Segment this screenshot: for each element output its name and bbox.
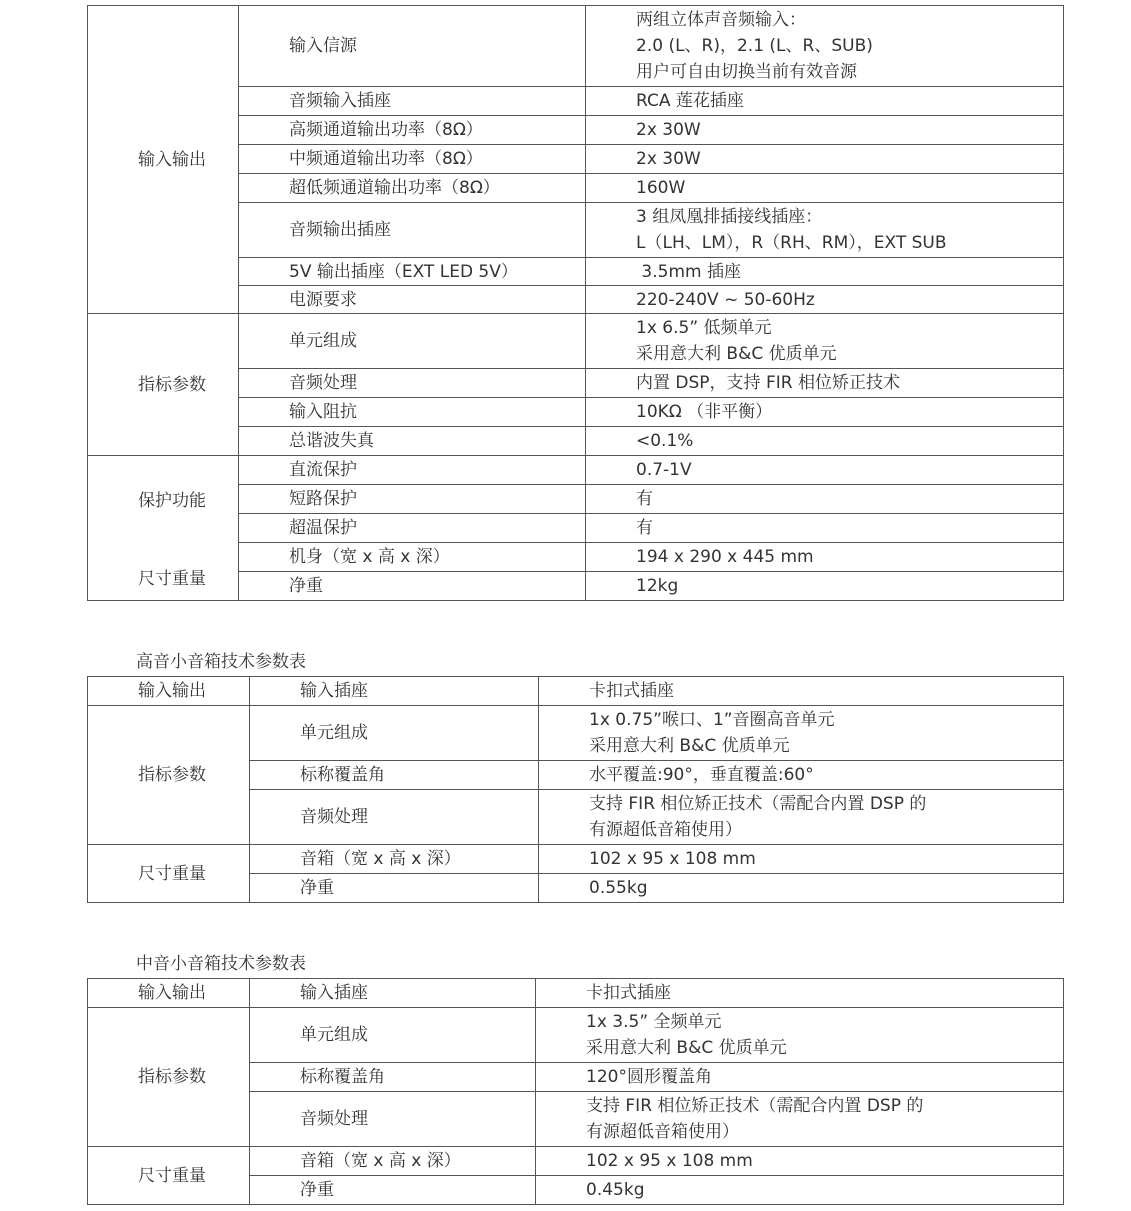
group-label-size: 尺寸重量 <box>88 845 250 903</box>
row-value: 120°圆形覆盖角 <box>536 1063 1064 1092</box>
row-value <box>536 1008 1064 1063</box>
group-label-io: 输入输出 <box>88 979 250 1008</box>
row-value: 102 x 95 x 108 mm <box>539 845 1064 874</box>
row-value: 内置 DSP，支持 FIR 相位矫正技术 <box>586 369 1064 398</box>
row-value <box>586 203 1064 258</box>
row-label: 净重 <box>239 572 586 601</box>
value-line: 两组立体声音频输入： <box>636 10 806 30</box>
value-line: 采用意大利 B&C 优质单元 <box>586 1038 787 1058</box>
row-label: 短路保护 <box>239 485 586 514</box>
group-label-protect: 保护功能 <box>138 491 206 511</box>
row-value: 12kg <box>586 572 1064 601</box>
table-caption-tweeter: 高音小音箱技术参数表 <box>136 652 306 672</box>
row-label: 净重 <box>250 874 539 903</box>
row-label: 单元组成 <box>250 706 539 761</box>
group-cell-protect-size <box>88 456 239 601</box>
table-row <box>88 979 1064 1008</box>
row-label: 直流保护 <box>239 456 586 485</box>
value-line: 采用意大利 B&C 优质单元 <box>636 344 837 364</box>
row-value: 102 x 95 x 108 mm <box>536 1147 1064 1176</box>
value-line: 1x 3.5” 全频单元 <box>586 1012 722 1032</box>
row-label: 音频输入插座 <box>239 87 586 116</box>
table-row <box>88 314 1064 369</box>
row-label: 总谐波失真 <box>239 427 586 456</box>
row-value: 160W <box>586 174 1064 203</box>
value-line: 有源超低音箱使用） <box>589 820 742 840</box>
row-label: 单元组成 <box>239 314 586 369</box>
row-label: 音频处理 <box>250 1092 536 1147</box>
row-value: 有 <box>586 514 1064 543</box>
row-label: 中频通道输出功率（8Ω） <box>239 145 586 174</box>
row-label: 音箱（宽 x 高 x 深） <box>250 845 539 874</box>
group-label-io: 输入输出 <box>88 677 250 706</box>
row-value <box>536 1092 1064 1147</box>
table-caption-midrange: 中音小音箱技术参数表 <box>136 954 306 974</box>
row-value: 卡扣式插座 <box>536 979 1064 1008</box>
group-label-size: 尺寸重量 <box>138 569 206 589</box>
row-value: 水平覆盖:90°，垂直覆盖:60° <box>539 761 1064 790</box>
value-line: L（LH、LM），R（RH、RM），EXT SUB <box>636 233 947 253</box>
row-label: 净重 <box>250 1176 536 1205</box>
row-value <box>539 706 1064 761</box>
row-value: 3.5mm 插座 <box>586 258 1064 286</box>
value-line: 采用意大利 B&C 优质单元 <box>589 736 790 756</box>
value-line: 1x 6.5” 低频单元 <box>636 318 772 338</box>
group-label-io: 输入输出 <box>88 6 239 314</box>
row-label: 电源要求 <box>239 286 586 314</box>
row-value: 有 <box>586 485 1064 514</box>
value-line: 有源超低音箱使用） <box>586 1122 739 1142</box>
table-row <box>88 6 1064 87</box>
row-label: 音频输出插座 <box>239 203 586 258</box>
row-value: 194 x 290 x 445 mm <box>586 543 1064 572</box>
row-label: 5V 输出插座（EXT LED 5V） <box>239 258 586 286</box>
midrange-spec-table <box>87 978 1064 1205</box>
value-line: 支持 FIR 相位矫正技术（需配合内置 DSP 的 <box>586 1096 924 1116</box>
table-row <box>88 1008 1064 1063</box>
row-value <box>539 790 1064 845</box>
tweeter-spec-table <box>87 676 1064 903</box>
row-label: 机身（宽 x 高 x 深） <box>239 543 586 572</box>
row-value: 2x 30W <box>586 116 1064 145</box>
table-row <box>88 706 1064 761</box>
row-value <box>586 314 1064 369</box>
row-label: 音频处理 <box>250 790 539 845</box>
row-label: 超低频通道输出功率（8Ω） <box>239 174 586 203</box>
row-value: 10KΩ （非平衡） <box>586 398 1064 427</box>
row-value: 2x 30W <box>586 145 1064 174</box>
value-line: 用户可自由切换当前有效音源 <box>636 62 857 82</box>
row-label: 输入插座 <box>250 979 536 1008</box>
row-label: 单元组成 <box>250 1008 536 1063</box>
row-value <box>586 6 1064 87</box>
table-row <box>88 456 1064 485</box>
table-row <box>88 1147 1064 1176</box>
row-label: 音频处理 <box>239 369 586 398</box>
row-label: 输入插座 <box>250 677 539 706</box>
row-label: 输入信源 <box>239 6 586 87</box>
group-label-spec: 指标参数 <box>88 314 239 456</box>
row-value: 0.7-1V <box>586 456 1064 485</box>
row-value: 0.55kg <box>539 874 1064 903</box>
value-line: 支持 FIR 相位矫正技术（需配合内置 DSP 的 <box>589 794 927 814</box>
row-label: 高频通道输出功率（8Ω） <box>239 116 586 145</box>
table-row <box>88 677 1064 706</box>
group-label-spec: 指标参数 <box>88 706 250 845</box>
row-value: <0.1% <box>586 427 1064 456</box>
group-label-size: 尺寸重量 <box>88 1147 250 1205</box>
row-value: 卡扣式插座 <box>539 677 1064 706</box>
table-row <box>88 845 1064 874</box>
row-value: 220-240V ~ 50-60Hz <box>586 286 1064 314</box>
row-label: 音箱（宽 x 高 x 深） <box>250 1147 536 1176</box>
group-label-spec: 指标参数 <box>88 1008 250 1147</box>
row-label: 超温保护 <box>239 514 586 543</box>
value-line: 1x 0.75”喉口、1”音圈高音单元 <box>589 710 835 730</box>
row-value: 0.45kg <box>536 1176 1064 1205</box>
value-line: 2.0 (L、R)，2.1 (L、R、SUB) <box>636 36 873 56</box>
row-value: RCA 莲花插座 <box>586 87 1064 116</box>
row-label: 标称覆盖角 <box>250 761 539 790</box>
row-label: 标称覆盖角 <box>250 1063 536 1092</box>
amp-spec-table <box>87 5 1064 601</box>
value-line: 3 组凤凰排插接线插座： <box>636 207 823 227</box>
row-label: 输入阻抗 <box>239 398 586 427</box>
